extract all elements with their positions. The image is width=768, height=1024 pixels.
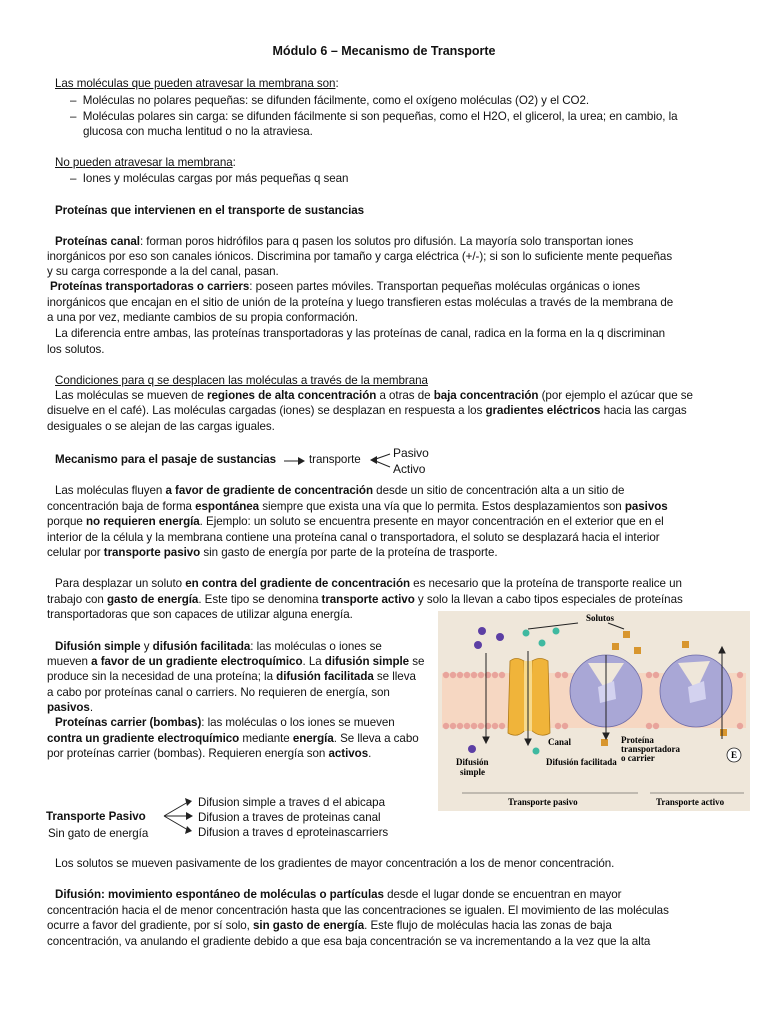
lipid-head xyxy=(471,672,477,678)
fig-label-difusion: Difusión xyxy=(456,757,489,767)
paragraph-line: transportadoras que son capaces de utilizar alguna energía. xyxy=(47,608,353,621)
paragraph-line: pasivos. xyxy=(47,701,93,714)
fig-label-transportadora: transportadora xyxy=(621,744,680,754)
lipid-head xyxy=(443,672,449,678)
pasivo-item: Difusion simple a traves d el abicapa xyxy=(198,796,385,809)
channel-protein xyxy=(508,659,550,736)
lipid-head xyxy=(457,723,463,729)
paragraph-line: Proteínas canal: forman poros hidrófilos para q pasen los solutos pro difusión. La mayoría solo transportan iones xyxy=(55,235,634,248)
lipid-head xyxy=(737,723,743,729)
lipid-head xyxy=(562,723,568,729)
paragraph-line: La diferencia entre ambas, las proteínas transportadoras y las proteínas de canal, radica en la forma en la q discriminan xyxy=(55,327,666,340)
paragraph-line: concentración hacia el de menor concentración hasta que las concentraciones se igualen. El movimiento de las moléculas xyxy=(47,904,669,917)
lipid-head xyxy=(478,672,484,678)
branch-arrow-icon xyxy=(370,448,394,474)
mechanism-middle: transporte xyxy=(309,453,361,466)
paragraph-line: Para desplazar un soluto en contra del gradiente de concentración es necesario que la proteína de transporte realice un xyxy=(55,577,682,590)
paragraph-line: Difusión: movimiento espontáneo de moléculas o partículas desde el lugar donde se encuentran en mayor xyxy=(55,888,622,901)
lipid-head xyxy=(555,672,561,678)
fig-label-transporte-activo: Transporte activo xyxy=(656,797,725,807)
list-item: – Iones y moléculas cargas por más pequeñas q sean xyxy=(70,172,349,185)
paragraph-line: concentración, va anulando el gradiente debido a que esa baja concentración se va incrementando a la vez que la alta xyxy=(47,935,651,948)
paragraph-line: Difusión simple y difusión facilitada: las moléculas o iones se xyxy=(55,640,382,653)
paragraph-line: mueven a favor de un gradiente electroquímico. La difusión simple se xyxy=(47,655,425,668)
paragraph-line: porque no requieren energía. Ejemplo: un soluto se encuentra presente en mayor concentración en el exterior que en el xyxy=(47,515,664,528)
fig-label-simple: simple xyxy=(460,767,486,777)
lipid-head xyxy=(646,672,652,678)
lipid-head xyxy=(499,672,505,678)
section-heading: No pueden atravesar la membrana: xyxy=(55,156,236,169)
lipid-head xyxy=(450,723,456,729)
lipid-head xyxy=(450,672,456,678)
section-heading: Proteínas que intervienen en el transporte de sustancias xyxy=(55,204,365,217)
paragraph-line: interior de la célula y la membrana contiene una proteína canal o transportadora, el soluto se desplazará hacia el interior xyxy=(47,531,660,544)
lipid-head xyxy=(478,723,484,729)
paragraph-line: Proteínas carrier (bombas): las moléculas o los iones se mueven xyxy=(55,716,395,729)
lipid-head xyxy=(646,723,652,729)
fig-label-carrier: o carrier xyxy=(621,753,655,763)
list-item: – Moléculas no polares pequeñas: se difunden fácilmente, como el oxígeno moléculas (O2) y el CO2. xyxy=(70,94,590,107)
paragraph-line: a una por vez, mediante cambios de su propia conformación. xyxy=(47,311,358,324)
pasivo-subtitle: Sin gato de energía xyxy=(48,827,149,840)
mechanism-activo: Activo xyxy=(393,462,426,476)
pasivo-item: Difusion a traves de proteinas canal xyxy=(198,811,381,824)
lipid-head xyxy=(737,672,743,678)
lipid-head xyxy=(653,723,659,729)
list-item: – Moléculas polares sin carga: se difunden fácilmente si son pequeñas, como el H2O, el glicerol, la urea; en cambio, la xyxy=(70,110,678,123)
paragraph-line: y su carga corresponde a la del canal, pasan. xyxy=(47,265,279,278)
fig-label-solutos: Solutos xyxy=(586,613,615,623)
paragraph-line: Las moléculas se mueven de regiones de alta concentración a otras de baja concentración (por ejemplo el azúcar que se xyxy=(55,389,693,402)
lipid-head xyxy=(457,672,463,678)
membrane-transport-figure xyxy=(438,611,750,811)
lipid-head xyxy=(555,723,561,729)
fig-label-proteina: Proteína xyxy=(621,735,654,745)
branch-arrows-icon xyxy=(160,796,194,836)
paragraph-line: ocurre a favor del gradiente, por sí solo, sin gasto de energía. Este flujo de moléculas hacia las zonas de baja xyxy=(47,919,612,932)
pasivo-item: Difusion a traves d eproteinascarriers xyxy=(198,826,389,839)
paragraph-line: contra un gradiente electroquímico mediante energía. Se lleva a cabo xyxy=(47,732,419,745)
paragraph-line: produce sin la necesidad de una proteína; la difusión facilitada se lleva xyxy=(47,670,416,683)
carrier-protein-active xyxy=(660,655,732,727)
fig-label-transporte-pasivo: Transporte pasivo xyxy=(508,797,578,807)
fig-label-difusion-facilitada: Difusión facilitada xyxy=(546,757,617,767)
paragraph-line: trabajo con gasto de energía. Este tipo se denomina transporte activo y solo la llevan a cabo tipos especiales de proteínas xyxy=(47,593,683,606)
lipid-head xyxy=(499,723,505,729)
lipid-head xyxy=(492,672,498,678)
fig-label-energy: E xyxy=(731,750,738,760)
lipid-head xyxy=(471,723,477,729)
paragraph-line: por proteínas carrier (bombas). Requieren energía son activos. xyxy=(47,747,372,760)
paragraph-line: concentración baja de forma espontánea siempre que exista una vía que lo permita. Estos desplazamientos son pasivos xyxy=(47,500,668,513)
paragraph-line: a cabo por proteínas canal o carriers. No requieren de energía, son xyxy=(47,686,390,699)
lipid-head xyxy=(464,672,470,678)
list-item-continuation: glucosa con mucha lentitud o no la atraviesa. xyxy=(83,125,313,138)
paragraph-line: desiguales o se alejan de las cargas iguales. xyxy=(47,420,275,433)
paragraph-line: inorgánicos por eso son canales iónicos. Discrimina por tamaño y carga eléctrica (+/-); si son lo suficiente mente pequeñas xyxy=(47,250,673,263)
paragraph-line: inorgánicos que encajan en el sitio de unión de la proteína y luego transfieren estas moléculas a través de la membrana de xyxy=(47,296,674,309)
pasivo-title: Transporte Pasivo xyxy=(46,810,146,823)
section-heading: Las moléculas que pueden atravesar la membrana son: xyxy=(55,77,339,90)
arrow-right-icon xyxy=(284,455,306,467)
paragraph-line: Los solutos se mueven pasivamente de los gradientes de mayor concentración a los de menor concentración. xyxy=(55,857,615,870)
lipid-head xyxy=(653,672,659,678)
paragraph-line: Proteínas transportadoras o carriers: poseen partes móviles. Transportan pequeñas moléculas orgánicas o iones xyxy=(50,280,641,293)
page-title: Módulo 6 – Mecanismo de Transporte xyxy=(272,44,496,58)
lipid-head xyxy=(464,723,470,729)
fig-label-canal: Canal xyxy=(548,737,572,747)
section-heading: Condiciones para q se desplacen las moléculas a través de la membrana xyxy=(55,374,428,387)
lipid-head xyxy=(443,723,449,729)
paragraph-line: Las moléculas fluyen a favor de gradiente de concentración desde un sitio de concentración alta a un sitio de xyxy=(55,484,625,497)
mechanism-pasivo: Pasivo xyxy=(393,446,429,460)
paragraph-line: disuelve en el café). Las moléculas cargadas (iones) se desplazan en respuesta a los gradientes eléctricos hacia las cargas xyxy=(47,404,687,417)
mechanism-label: Mecanismo para el pasaje de sustancias xyxy=(55,453,277,466)
lipid-head xyxy=(492,723,498,729)
paragraph-line: celular por transporte pasivo sin gasto de energía por parte de la proteína de trasporte. xyxy=(47,546,498,559)
lipid-head xyxy=(562,672,568,678)
paragraph-line: los solutos. xyxy=(47,343,105,356)
